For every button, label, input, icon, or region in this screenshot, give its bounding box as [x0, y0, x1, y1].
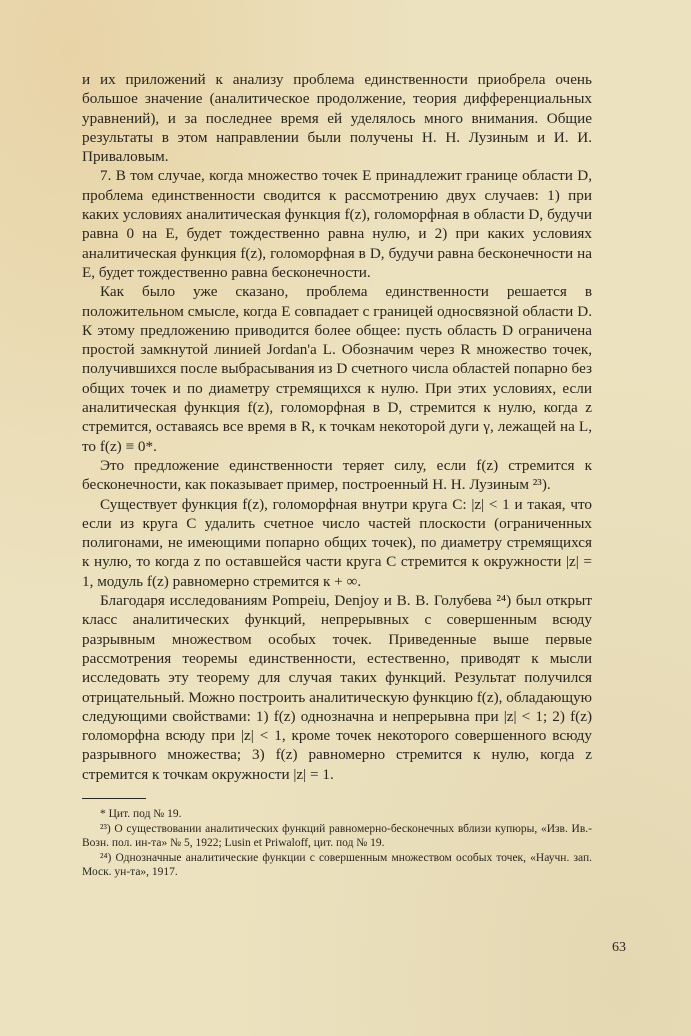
- footnote-23: ²³) О существовании аналитических функций равномерно-бесконечных вблизи купюры, «Изв. Ив.-Возн. пол. ин-та» № 5, 1922; Lusin et Priwaloff, цит. под № 19.: [82, 822, 592, 850]
- paragraph-luzin-example: Это предложение единственности теряет силу, если f(z) стремится к бесконечности, как показывает пример, построенный Н. Н. Лузиным ²³).: [82, 456, 592, 494]
- paragraph-existence-function: Существует функция f(z), голоморфная внутри круга C: |z| < 1 и такая, что если из круга C удалить счетное число частей плоскости (ограниченных полигонами, не имеющими попарно общих точек), по диаметру стремящихся к нулю, то когда z по оставшейся части круга C стремится к окружности |z| = 1, модуль f(z) равномерно стремится к + ∞.: [82, 495, 592, 590]
- footnote-divider: [82, 798, 146, 799]
- paragraph-section-7: 7. В том случае, когда множество точек E принадлежит границе области D, проблема единственности сводится к рассмотрению двух случаев: 1) при каких условиях аналитическая функция f(z), голоморфная в области D, будучи равна 0 на E, будет тождественно равна нулю, и 2) при каких условиях аналитическая функция f(z), голоморфная в D, будучи равна бесконечности на E, будет тождественно равна бесконечности.: [82, 167, 592, 281]
- paragraph-pompeiu-denjoy: Благодаря исследованиям Pompeiu, Denjoy и В. В. Голубева ²⁴) был открыт класс аналитических функций, непрерывных с совершенным всюду разрывным множеством особых точек. Приведенные выше первые рассмотрения теоремы единственности, естественно, приводят к мысли исследовать эту теорему для случая таких функций. Результат получился отрицательный. Можно построить аналитическую функцию f(z), обладающую следующими свойствами: 1) f(z) однозначна и непрерывна при |z| < 1; 2) f(z) голоморфна всюду при |z| < 1, кроме точек некоторого совершенного всюду разрывного множества; 3) f(z) равномерно стремится к нулю, когда z стремится к точкам окружности |z| = 1.: [82, 592, 592, 783]
- footnote-star: * Цит. под № 19.: [100, 807, 182, 820]
- paragraph-continuation: и их приложений к анализу проблема единственности приобрела очень большое значение (аналитическое продолжение, теория дифференциальных уравнений), и за последнее время ей уделялось много внимания. Общие результаты в этом направлении были получены Н. Н. Лузиным и И. И. Приваловым.: [82, 71, 592, 166]
- main-text: [82, 70, 592, 784]
- paragraph-uniqueness-positive: Как было уже сказано, проблема единственности решается в положительном смысле, когда E совпадает с границей односвязной области D. К этому предложению приводится более общее: пусть область D ограничена простой замкнутой линией Jordan'a L. Обозначим через R множество точек, получившихся после выбрасывания из D счетного числа областей попарно без общих точек и по диаметру стремящихся к нулю. При этих условиях, если аналитическая функция f(z), голоморфная в D, стремится к нулю, когда z стремится, оставаясь все время в R, к точкам некоторой дуги γ, лежащей на L, то f(z) ≡ 0*.: [82, 283, 592, 455]
- book-page: [82, 70, 592, 880]
- footnotes: [82, 807, 592, 880]
- page-number: 63: [612, 940, 626, 955]
- footnote-24: ²⁴) Однозначные аналитические функции с совершенным множеством особых точек, «Научн. зап. Моск. ун-та», 1917.: [82, 851, 592, 879]
